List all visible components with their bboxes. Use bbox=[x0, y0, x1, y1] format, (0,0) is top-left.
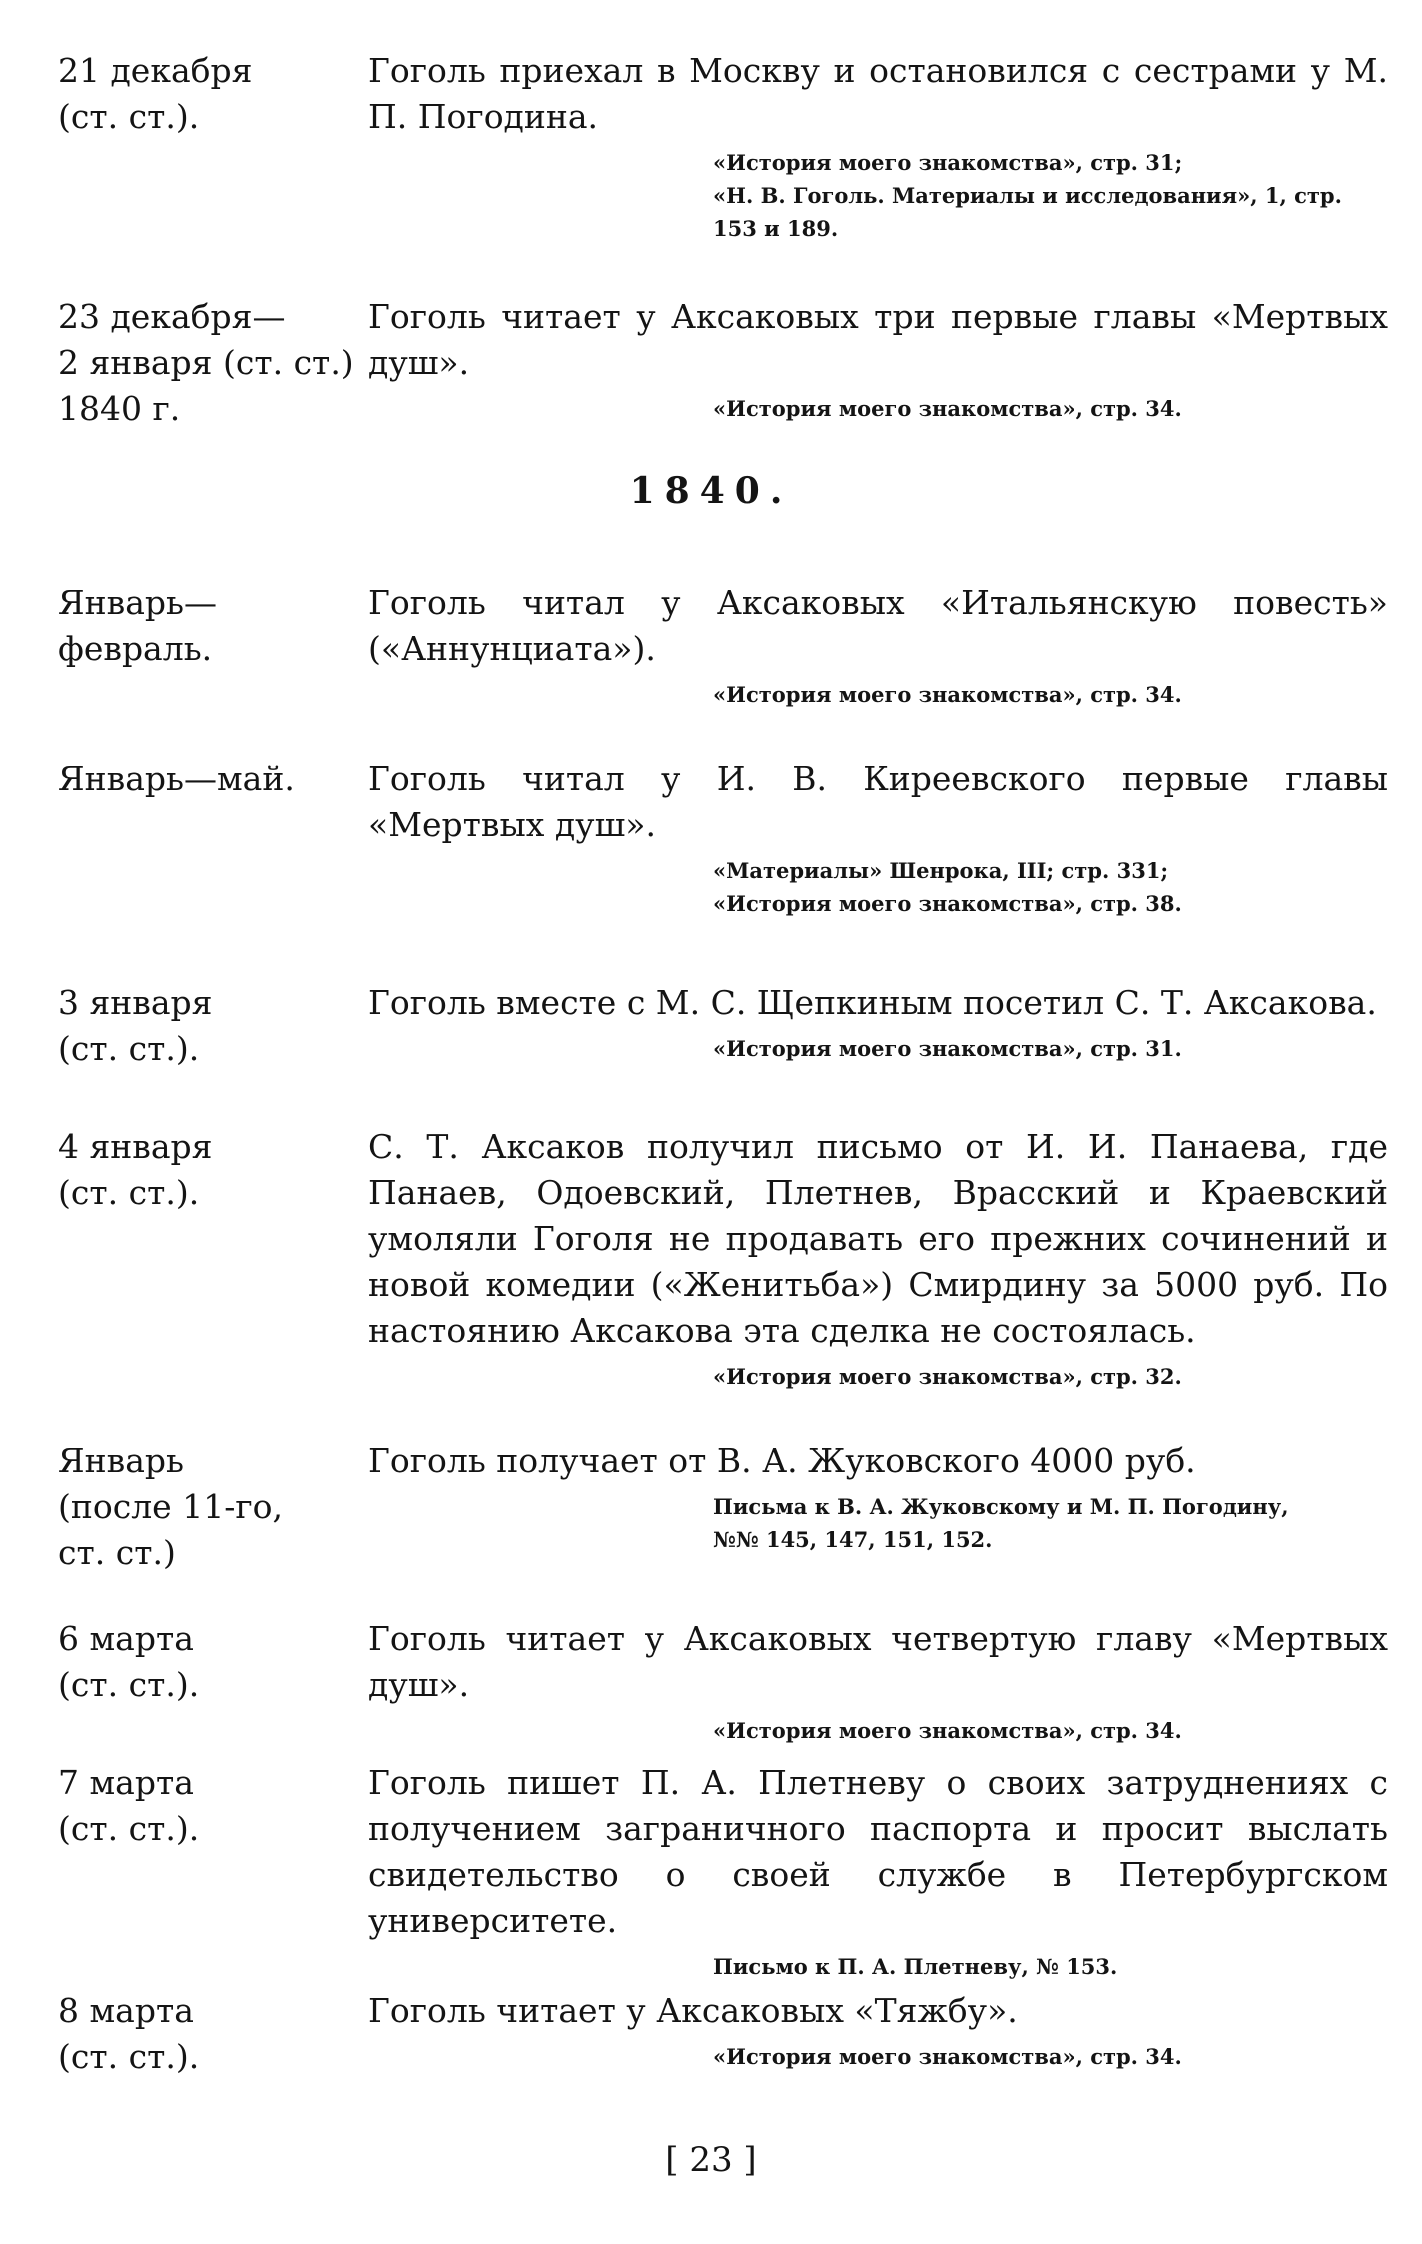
entry-date: 3 января (ст. ст.). bbox=[58, 983, 213, 1068]
entry-date: Январь (после 11-го, ст. ст.) bbox=[58, 1441, 283, 1572]
entry-text: Гоголь пишет П. А. Плетневу о своих затруднениях с получением заграничного паспорта и просит выслать свидетельство о своей службе в Петербургском университете. bbox=[368, 1763, 1388, 1940]
chronicle-entry bbox=[58, 1760, 1388, 1983]
entry-date: 23 декабря— 2 января (ст. ст.) 1840 г. bbox=[58, 297, 354, 428]
year-heading: 1840. bbox=[629, 470, 793, 512]
entry-source: «Материалы» Шенрока, III; стр. 331; «История моего знакомства», стр. 38. bbox=[713, 858, 1182, 916]
entry-content bbox=[368, 294, 1388, 432]
entry-source: «История моего знакомства», стр. 34. bbox=[713, 2044, 1182, 2069]
entry-source: «История моего знакомства», стр. 32. bbox=[713, 1364, 1182, 1389]
entry-content bbox=[368, 1760, 1388, 1983]
entry-text: Гоголь получает от В. А. Жуковского 4000 руб. bbox=[368, 1441, 1196, 1480]
entry-date: Январь—май. bbox=[58, 759, 295, 798]
entry-source: «История моего знакомства», стр. 34. bbox=[713, 1718, 1182, 1743]
entry-date: 8 марта (ст. ст.). bbox=[58, 1991, 200, 2076]
entry-text: Гоголь вместе с М. С. Щепкиным посетил С. Т. Аксакова. bbox=[368, 983, 1377, 1022]
entry-source: «История моего знакомства», стр. 31; «Н. В. Гоголь. Материалы и исследования», 1, стр. 153 и 189. bbox=[713, 150, 1342, 241]
chronicle-entry bbox=[58, 980, 1388, 1072]
entry-content bbox=[368, 1988, 1388, 2080]
entry-date: Январь—февраль. bbox=[58, 583, 217, 668]
entry-date: 7 марта (ст. ст.). bbox=[58, 1763, 200, 1848]
chronicle-entry bbox=[58, 294, 1388, 432]
entry-text: Гоголь читает у Аксаковых три первые главы «Мертвых душ». bbox=[368, 297, 1388, 382]
entry-content bbox=[368, 1124, 1388, 1393]
entry-source: «История моего знакомства», стр. 34. bbox=[713, 396, 1182, 421]
chronicle-entry bbox=[58, 1988, 1388, 2080]
entry-content bbox=[368, 48, 1388, 245]
entry-source: «История моего знакомства», стр. 34. bbox=[713, 682, 1182, 707]
chronicle-entry bbox=[58, 1616, 1388, 1747]
entry-date: 6 марта (ст. ст.). bbox=[58, 1619, 200, 1704]
entry-content bbox=[368, 756, 1388, 920]
entry-source: «История моего знакомства», стр. 31. bbox=[713, 1036, 1182, 1061]
chronicle-entry bbox=[58, 48, 1388, 245]
chronicle-entry bbox=[58, 580, 1388, 711]
entry-text: Гоголь читает у Аксаковых четвертую главу «Мертвых душ». bbox=[368, 1619, 1388, 1704]
page-number: [ 23 ] bbox=[665, 2140, 757, 2180]
entry-text: Гоголь читал у Аксаковых «Итальянскую повесть» («Аннунциата»). bbox=[368, 583, 1388, 668]
entry-content bbox=[368, 1616, 1388, 1747]
chronicle-entry bbox=[58, 1438, 1388, 1576]
entry-source: Письмо к П. А. Плетневу, № 153. bbox=[713, 1954, 1118, 1979]
chronicle-entry bbox=[58, 756, 1388, 920]
entry-content bbox=[368, 580, 1388, 711]
entry-source: Письма к В. А. Жуковскому и М. П. Погодину, №№ 145, 147, 151, 152. bbox=[713, 1494, 1289, 1552]
entry-text: Гоголь читает у Аксаковых «Тяжбу». bbox=[368, 1991, 1018, 2030]
entry-text: Гоголь приехал в Москву и остановился с сестрами у М. П. Погодина. bbox=[368, 51, 1388, 136]
entry-content bbox=[368, 1438, 1388, 1576]
entry-text: Гоголь читал у И. В. Киреевского первые главы «Мертвых душ». bbox=[368, 759, 1388, 844]
entry-date: 4 января (ст. ст.). bbox=[58, 1127, 213, 1212]
entry-date: 21 декабря (ст. ст.). bbox=[58, 51, 253, 136]
chronicle-entry bbox=[58, 1124, 1388, 1393]
entry-content bbox=[368, 980, 1388, 1072]
entry-text: С. Т. Аксаков получил письмо от И. И. Панаева, где Панаев, Одоевский, Плетнев, Врасский и Краевский умоляли Гоголя не продавать его прежних сочинений и новой комедии («Женитьба») Смирдину за 5000 руб. По настоянию Аксакова эта сделка не состоялась. bbox=[368, 1127, 1388, 1350]
